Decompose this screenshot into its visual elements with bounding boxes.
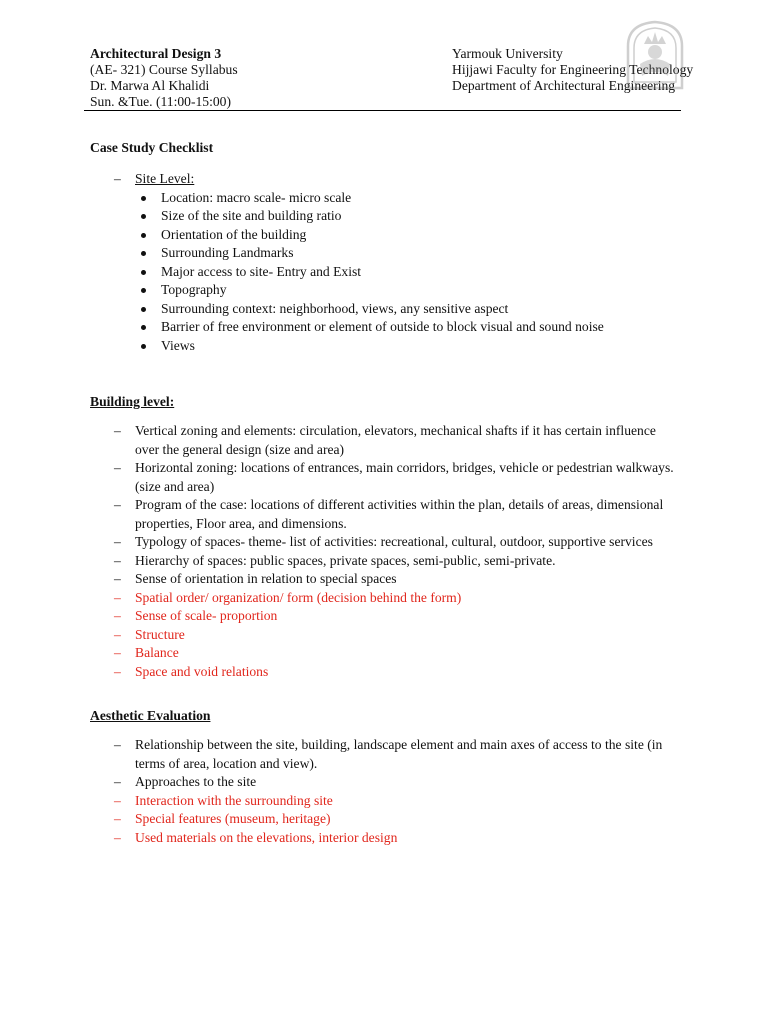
list-item [114, 570, 680, 589]
dash-bullet: – [114, 171, 121, 186]
list-item [138, 318, 680, 337]
list-item-text: Program of the case: locations of different activities within the plan, details of areas, dimensional properties, Floor area, and dimensions. [135, 497, 664, 531]
bullet-dot [141, 233, 146, 238]
list-item-text: Surrounding Landmarks [161, 245, 294, 260]
list-item-text: Sense of scale- proportion [135, 608, 278, 623]
list-item [138, 189, 680, 208]
dash-bullet: – [114, 792, 121, 808]
dash-bullet: – [114, 497, 121, 512]
dash-bullet: – [114, 534, 121, 549]
list-item-text: Special features (museum, heritage) [135, 811, 331, 826]
list-item [138, 337, 680, 356]
list-item [138, 207, 680, 226]
dash-bullet: – [114, 645, 121, 660]
list-item [138, 244, 680, 263]
list-item [138, 281, 680, 300]
list-item-text: Location: macro scale- micro scale [161, 189, 352, 205]
document-header [90, 46, 694, 110]
case-study-title: Case Study Checklist [90, 140, 214, 155]
list-item-highlighted [114, 626, 680, 645]
bullet-dot [141, 288, 146, 293]
faculty-name: Hijjawi Faculty for Engineering Technology [452, 62, 694, 77]
list-item-text: Relationship between the site, building, landscape element and main axes of access to the site (in terms of area, location and view). [135, 737, 663, 771]
header-divider [84, 110, 681, 111]
dash-bullet: – [114, 589, 121, 605]
department-name: Department of Architectural Engineering [452, 78, 676, 93]
dash-bullet: – [114, 829, 121, 845]
list-item-text: Spatial order/ organization/ form (decision behind the form) [135, 589, 462, 605]
list-item-text: Structure [135, 626, 185, 642]
bullet-dot [141, 325, 146, 330]
list-item [114, 736, 680, 773]
bullet-dot [141, 196, 146, 201]
dash-bullet: – [114, 552, 121, 568]
list-item [138, 226, 680, 245]
course-code: (AE- 321) Course Syllabus [90, 62, 238, 77]
bullet-dot [141, 344, 146, 349]
list-item-text: Hierarchy of spaces: public spaces, private spaces, semi-public, semi-private. [135, 552, 556, 568]
list-item [114, 459, 680, 496]
dash-bullet: – [114, 663, 121, 679]
list-item [138, 300, 680, 319]
list-item-highlighted [114, 829, 680, 848]
university-crest-icon [622, 20, 688, 90]
list-item [114, 552, 680, 571]
list-item-text: Used materials on the elevations, interior design [135, 829, 398, 845]
bullet-dot [141, 214, 146, 219]
aesthetic-evaluation-list [114, 736, 680, 847]
list-item-text: Approaches to the site [135, 774, 257, 789]
list-item-highlighted [114, 644, 680, 663]
dash-bullet: – [114, 571, 121, 586]
list-item [114, 170, 680, 355]
bullet-dot [141, 270, 146, 275]
instructor-name: Dr. Marwa Al Khalidi [90, 78, 210, 93]
dash-bullet: – [114, 811, 121, 826]
list-item-text: Typology of spaces- theme- list of activities: recreational, cultural, outdoor, supportive services [135, 534, 653, 549]
list-item [114, 422, 680, 459]
bullet-dot [141, 307, 146, 312]
list-item-text: Barrier of free environment or element of outside to block visual and sound noise [161, 319, 604, 334]
list-item-highlighted [114, 607, 680, 626]
site-level-label: Site Level: [135, 171, 195, 186]
list-item-text: Orientation of the building [161, 226, 307, 242]
list-item-text: Views [161, 337, 195, 353]
list-item-text: Horizontal zoning: locations of entrances, main corridors, bridges, vehicle or pedestrian walkways. (size and area) [135, 460, 674, 494]
dash-bullet: – [114, 774, 121, 789]
list-item [138, 263, 680, 282]
list-item-highlighted [114, 792, 680, 811]
aesthetic-evaluation-title: Aesthetic Evaluation [90, 708, 211, 723]
list-item-text: Sense of orientation in relation to special spaces [135, 571, 397, 586]
list-item [114, 773, 680, 792]
list-item [114, 496, 680, 533]
building-level-list [114, 422, 680, 681]
list-item-text: Topography [161, 282, 227, 297]
list-item-text: Size of the site and building ratio [161, 208, 342, 223]
list-item-text: Major access to site- Entry and Exist [161, 263, 362, 279]
dash-bullet: – [114, 460, 121, 475]
building-level-title: Building level: [90, 394, 175, 409]
list-item-text: Surrounding context: neighborhood, views, any sensitive aspect [161, 300, 509, 316]
dash-bullet: – [114, 626, 121, 642]
class-schedule: Sun. &Tue. (11:00-15:00) [90, 94, 231, 109]
dash-bullet: – [114, 608, 121, 623]
list-item-text: Space and void relations [135, 663, 269, 679]
list-item-highlighted [114, 810, 680, 829]
list-item-text: Balance [135, 645, 179, 660]
course-info [90, 46, 238, 110]
list-item-highlighted [114, 663, 680, 682]
course-title: Architectural Design 3 [90, 46, 222, 61]
site-level-list [114, 170, 680, 355]
list-item [114, 533, 680, 552]
site-level-items [138, 189, 680, 356]
list-item-text: Interaction with the surrounding site [135, 792, 333, 808]
dash-bullet: – [114, 737, 121, 752]
dash-bullet: – [114, 423, 121, 438]
bullet-dot [141, 251, 146, 256]
list-item-highlighted [114, 589, 680, 608]
university-name: Yarmouk University [452, 46, 563, 61]
list-item-text: Vertical zoning and elements: circulation, elevators, mechanical shafts if it has certain influence over the general design (size and area) [135, 423, 656, 457]
